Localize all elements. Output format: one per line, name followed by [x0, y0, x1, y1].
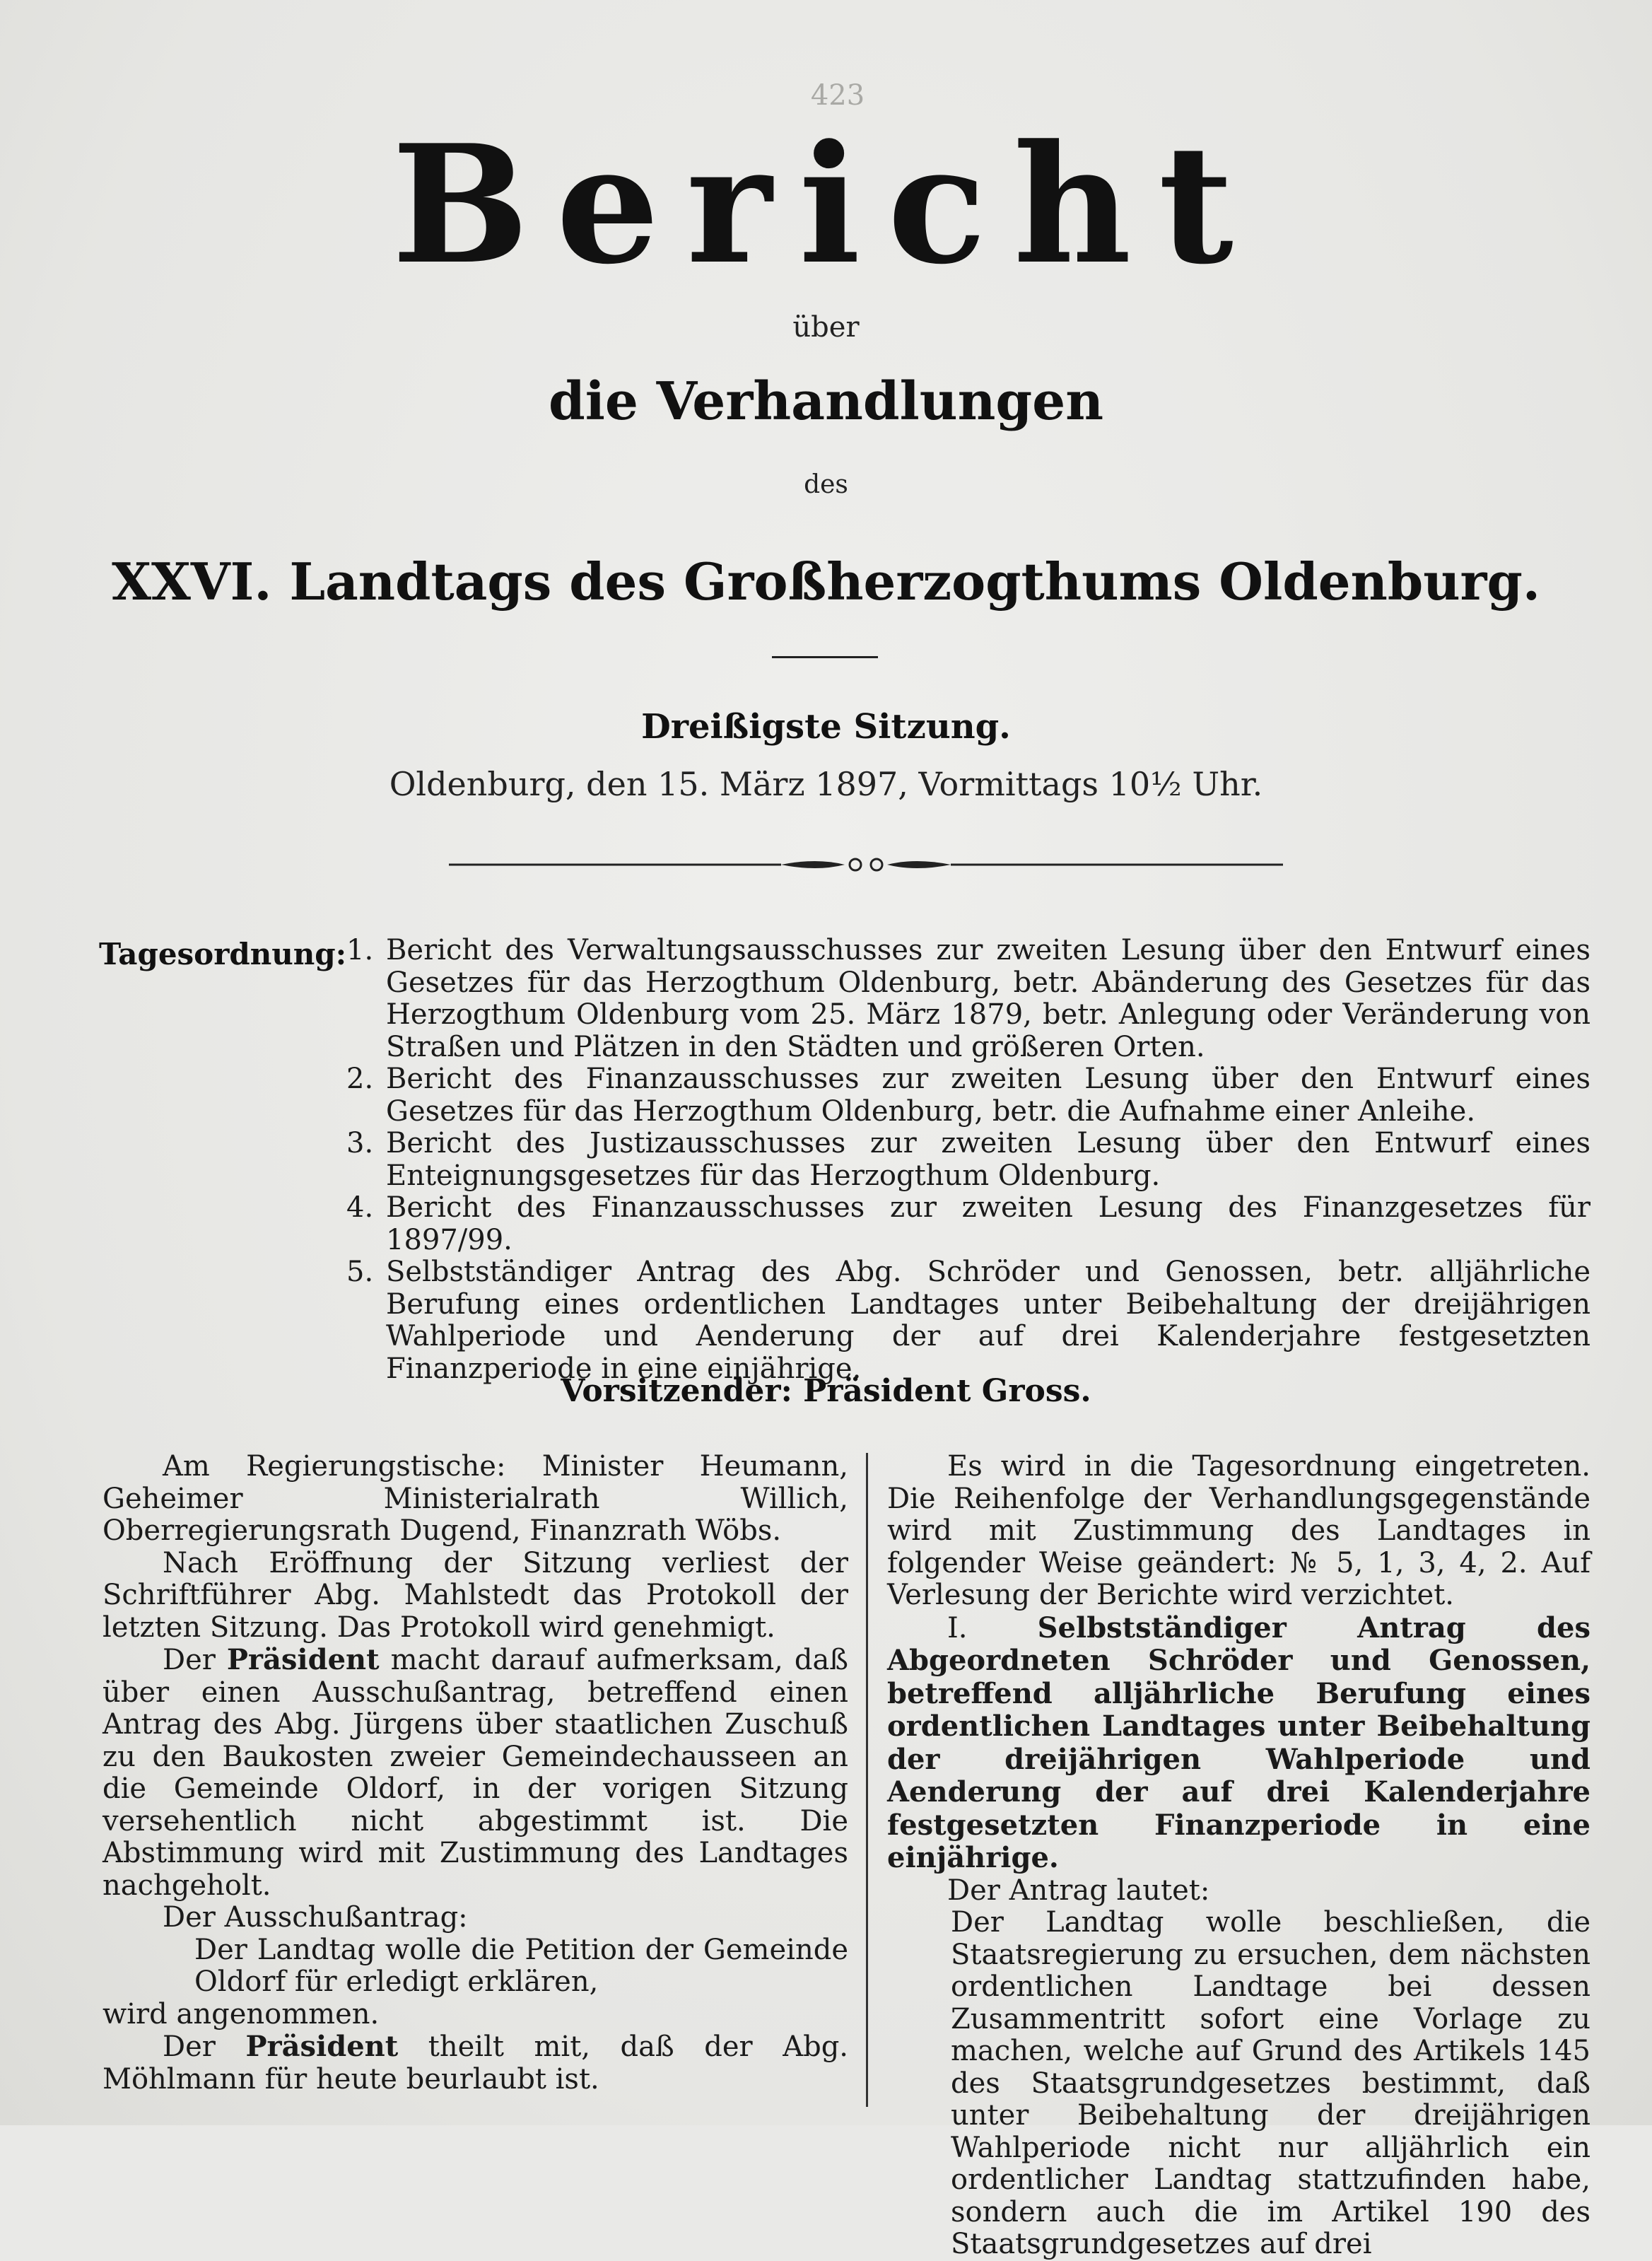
column-divider: [866, 1453, 868, 2107]
agenda-item-number: 3.: [346, 1127, 374, 1159]
agenda-item: [346, 1128, 1591, 1192]
ornament-divider: [449, 852, 1283, 877]
paragraph-adopted: wird angenommen.: [102, 1997, 380, 2031]
agenda-item-text: Bericht des Finanzausschusses zur zweiten Lesung des Finanzgesetzes für 1897/99.: [386, 1191, 1591, 1256]
agenda-item-text: Bericht des Verwaltungsausschusses zur zweiten Lesung über den Entwurf eines Gesetzes für das Herzogthum Oldenburg, betr. Abänderung des Gesetzes für das Herzogthum Oldenburg vom 25. März 1879, betr. Anlegung oder Veränderung von Straßen und Plätzen in den Städten und größeren Orten.: [386, 934, 1591, 1063]
agenda-item: [346, 1063, 1591, 1128]
paragraph-committee-motion: Der Ausschußantrag:: [163, 1901, 468, 1934]
quote-motion-text: Der Landtag wolle beschließen, die Staatsregierung zu ersuchen, dem nächsten ordentlichen Landtage bei dessen Zusammentritt sofort eine Vorlage zu machen, welche auf Grund des Artikels 145 des Staatsgrundgesetzes bestimmt, daß unter Beibehaltung der dreijährigen Wahlperiode nicht nur alljährlich ein ordentlicher Landtag stattzufinden habe, sondern auch die im Artikel 190 des Staatsgrundgesetzes auf drei: [951, 1906, 1591, 2260]
date-line: Oldenburg, den 15. März 1897, Vormittags 10½ Uhr.: [389, 765, 1263, 803]
paragraph-motion-intro: Der Antrag lautet:: [947, 1874, 1210, 1907]
agenda-item-number: 4.: [346, 1191, 374, 1224]
title-des: des: [804, 470, 848, 499]
paragraph-order: Es wird in die Tagesordnung eingetreten. Die Reihenfolge der Verhandlungsgegenstände wird mit Zustimmung des Landtages in folgender Weise geändert: № 5, 1, 3, 4, 2. Auf Verlesung der Berichte wird verzichtet.: [887, 1450, 1591, 1611]
paragraph-government-bench: Am Regierungstische: Minister Heumann, Geheimer Ministerialrath Willich, Oberregierungsrath Dugend, Finanzrath Wöbs.: [102, 1450, 848, 1547]
session-heading: Dreißigste Sitzung.: [641, 707, 1011, 747]
agenda-item-text: Bericht des Finanzausschusses zur zweiten Lesung über den Entwurf eines Gesetzes für das Herzogthum Oldenburg, betr. die Aufnahme einer Anleihe.: [386, 1063, 1591, 1128]
agenda-item-number: 1.: [346, 934, 374, 966]
agenda-item-number: 5.: [346, 1256, 374, 1288]
president-emphasis: Präsident: [226, 1643, 380, 1676]
subtitle-landtag: XXVI. Landtags des Großherzogthums Oldenburg.: [112, 551, 1540, 612]
paragraph-leave: [102, 2031, 848, 2096]
page-number: 423: [810, 79, 865, 112]
paragraph-item-heading: [887, 1612, 1591, 1875]
left-column: [102, 1451, 848, 2096]
title-ueber: über: [792, 311, 860, 344]
agenda-item: [346, 935, 1591, 1063]
item-heading: Selbstständiger Antrag des Abgeordneten Schröder und Genossen, betreffend alljährliche Berufung eines ordentlichen Landtages unter Beibehaltung der dreijährigen Wahlperiode und Aenderung der auf drei Kalenderjahre festgesetzten Finanzperiode in eine einjährige.: [887, 1611, 1591, 1874]
agenda-item-number: 2.: [346, 1063, 374, 1095]
paragraph-president-note: [102, 1644, 848, 1902]
president-emphasis: Präsident: [245, 2030, 399, 2063]
text: Der: [163, 1644, 216, 1676]
agenda-item-text: Bericht des Justizausschusses zur zweiten Lesung über den Entwurf eines Enteignungsgesetzes für das Herzogthum Oldenburg.: [386, 1127, 1591, 1192]
quote-motion-text: Der Landtag wolle die Petition der Gemeinde Oldorf für erledigt erklären,: [194, 1933, 848, 1998]
agenda-list: [346, 935, 1591, 1385]
item-number: I.: [947, 1611, 968, 1644]
agenda-label: Tagesordnung:: [99, 937, 347, 971]
short-divider: [772, 656, 878, 658]
chair-line: Vorsitzender: Präsident Gross.: [561, 1373, 1091, 1409]
agenda-item: [346, 1192, 1591, 1256]
paragraph-protocol: Nach Eröffnung der Sitzung verliest der Schriftführer Abg. Mahlstedt das Protokoll der letzten Sitzung. Das Protokoll wird genehmigt.: [102, 1546, 848, 1644]
text: Der: [163, 2031, 216, 2063]
subtitle-verhandlungen: die Verhandlungen: [548, 371, 1104, 432]
agenda-item: [346, 1256, 1591, 1385]
text: theilt mit, daß der Abg. Möhlmann für heute beurlaubt ist.: [102, 2031, 849, 2096]
right-column: [887, 1451, 1591, 2261]
agenda-item-text: Selbstständiger Antrag des Abg. Schröder und Genossen, betr. alljährliche Berufung eines ordentlichen Landtages unter Beibehaltung der dreijährigen Wahlperiode und Aenderung der auf drei Kalenderjahre festgesetzten Finanzperiode in eine einjährige.: [386, 1256, 1591, 1385]
text: macht darauf aufmerksam, daß über einen Ausschußantrag, betreffend einen Antrag des Abg. Jürgens über staatlichen Zuschuß zu den Baukosten zweier Gemeindechausseen an die Gemeinde Oldorf, in der vorigen Sitzung versehentlich nicht abgestimmt ist. Die Abstimmung wird mit Zustimmung des Landtages nachgeholt.: [102, 1644, 849, 1902]
page-title: Bericht: [392, 110, 1260, 300]
